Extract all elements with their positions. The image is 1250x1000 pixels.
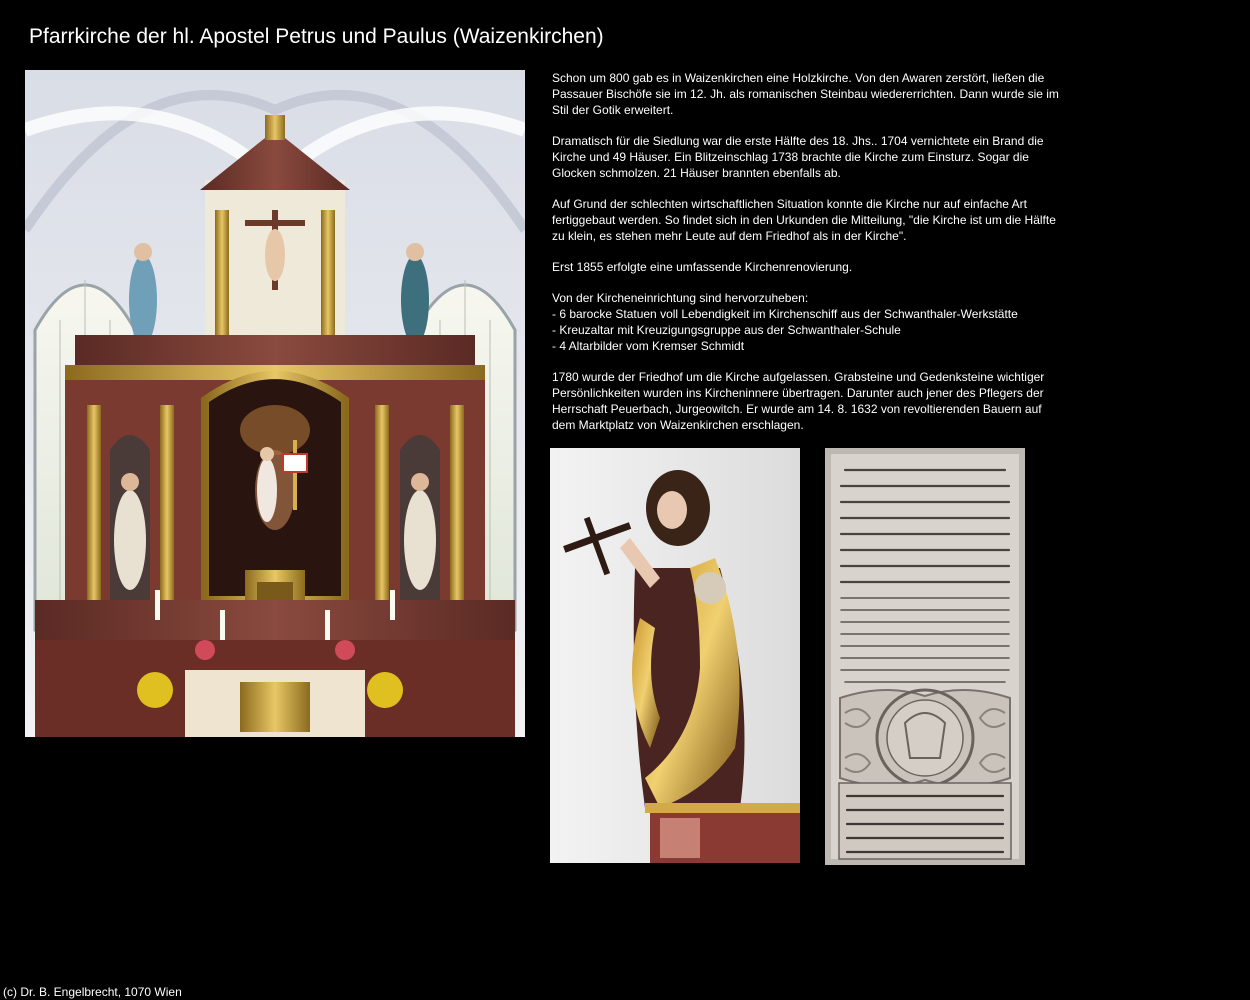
altar-photo bbox=[25, 70, 525, 737]
copyright-footer: (c) Dr. B. Engelbrecht, 1070 Wien bbox=[3, 985, 182, 999]
furnishings-list bbox=[552, 306, 1062, 354]
furnishings-intro: Von der Kircheneinrichtung sind hervorzuheben: bbox=[552, 291, 809, 305]
engraved-tombstone-photo-icon bbox=[825, 448, 1025, 865]
page-title: Pfarrkirche der hl. Apostel Petrus und Paulus (Waizenkirchen) bbox=[29, 25, 604, 48]
paragraph-cemetery: 1780 wurde der Friedhof um die Kirche aufgelassen. Grabsteine und Gedenksteine wichtiger Persönlichkeiten wurden ins Kircheninnere übertragen. Darunter auch jener des Pflegers der Herrschaft Peuerbach, Jurgeowitch. Er wurde am 14. 8. 1632 von revoltierenden Bauern auf dem Marktplatz von Waizenkirchen erschlagen. bbox=[552, 370, 1045, 432]
paragraph-fire: Dramatisch für die Siedlung war die erste Hälfte des 18. Jhs.. 1704 vernichtete ein Brand die Kirche und 49 Häuser. Ein Blitzeinschlag 1738 brachte die Kirche zum Einsturz. Sogar die Glocken schmolzen. 21 Häuser brannten ebenfalls ab. bbox=[552, 134, 1044, 180]
list-item: - Kreuzaltar mit Kreuzigungsgruppe aus der Schwanthaler-Schule bbox=[552, 323, 901, 337]
article-text bbox=[552, 70, 1062, 448]
tombstone-photo bbox=[825, 448, 1025, 865]
list-item: - 6 barocke Statuen voll Lebendigkeit im Kirchenschiff aus der Schwanthaler-Werkstätte bbox=[552, 307, 1018, 321]
statue-photo bbox=[550, 448, 800, 863]
paragraph-rebuild: Auf Grund der schlechten wirtschaftlichen Situation konnte die Kirche nur auf einfache Art fertiggebaut werden. So findet sich in den Urkunden die Mitteilung, "die Kirche ist um die Hälfte zu klein, es stehen mehr Leute auf dem Friedhof als in der Kirche". bbox=[552, 197, 1056, 243]
paragraph-renovation: Erst 1855 erfolgte eine umfassende Kirchenrenovierung. bbox=[552, 260, 853, 274]
list-item: - 4 Altarbilder vom Kremser Schmidt bbox=[552, 339, 745, 353]
baroque-high-altar-photo-icon bbox=[25, 70, 525, 737]
baroque-saint-statue-photo-icon bbox=[550, 448, 800, 863]
paragraph-history: Schon um 800 gab es in Waizenkirchen eine Holzkirche. Von den Awaren zerstört, ließen die Passauer Bischöfe sie im 12. Jh. als romanischen Steinbau wiedererrichten. Dann wurde sie im Stil der Gotik erweitert. bbox=[552, 71, 1059, 117]
